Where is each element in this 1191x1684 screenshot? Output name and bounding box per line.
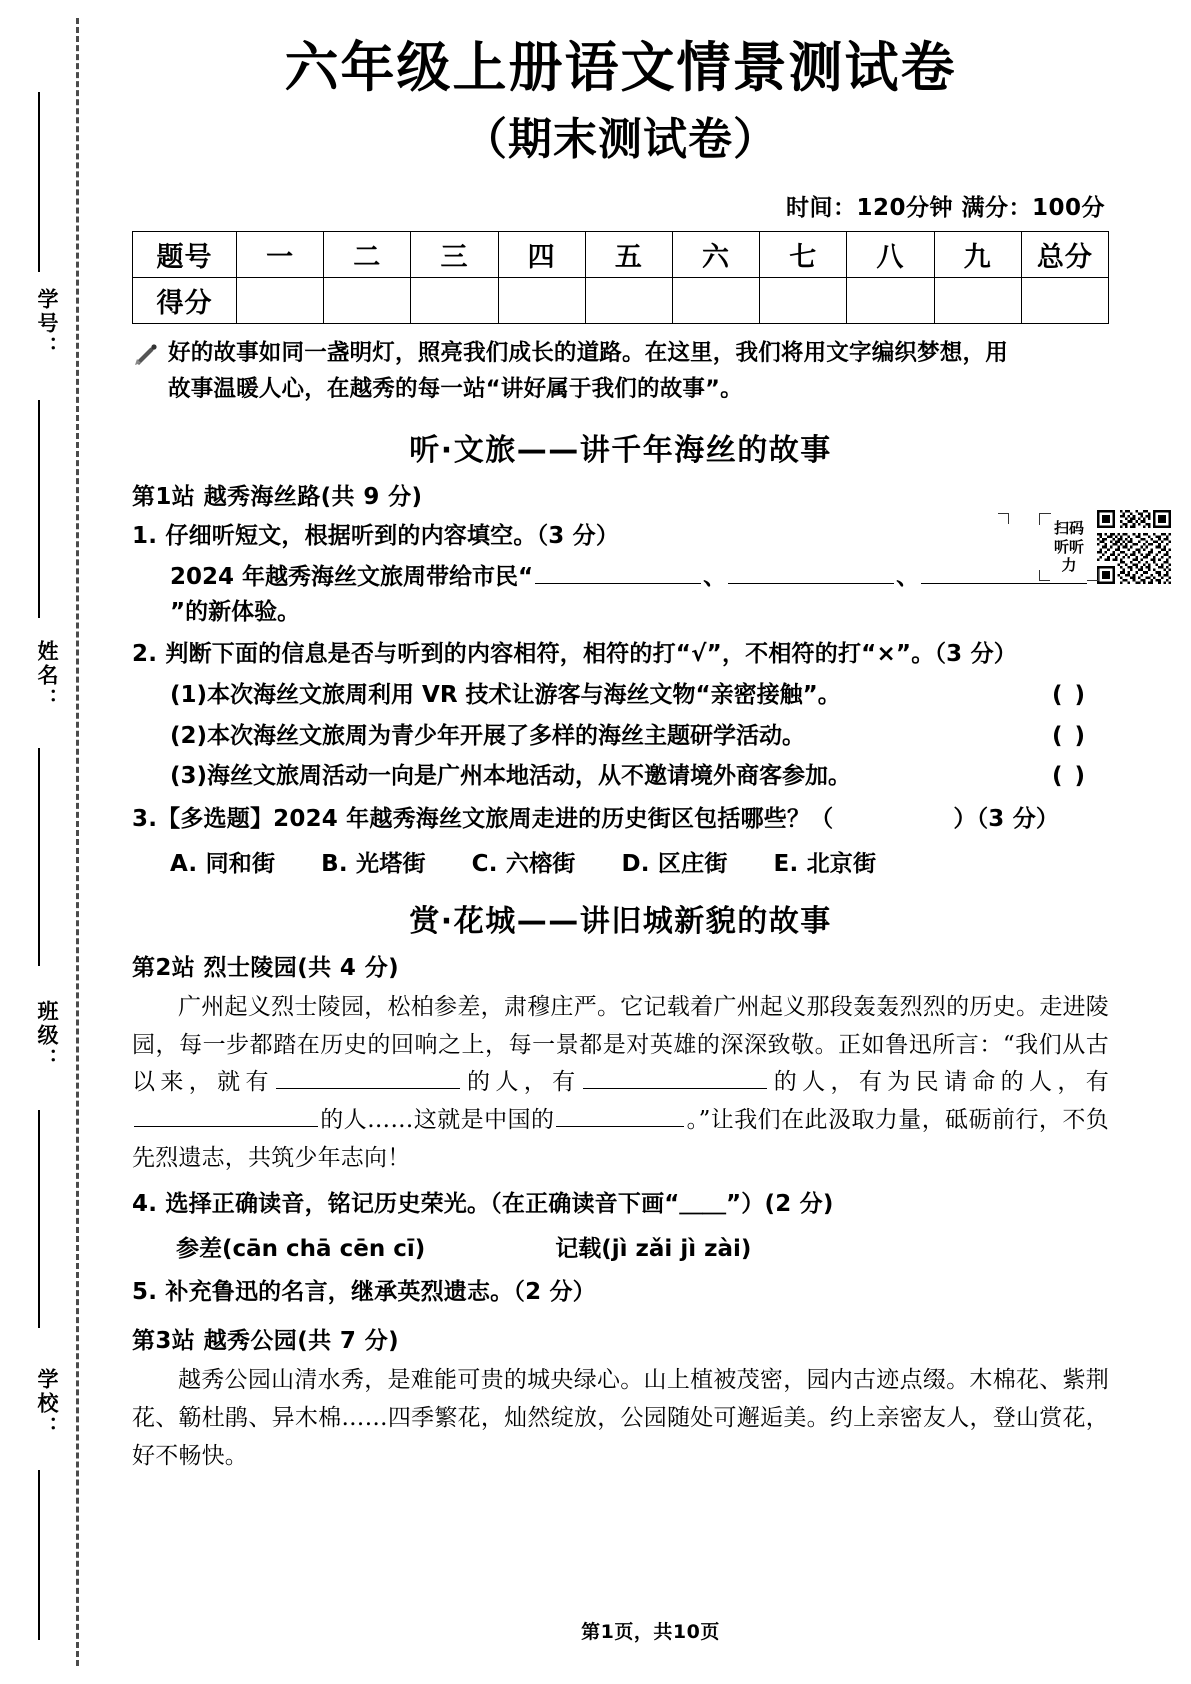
table-cell-col-1: 一 xyxy=(237,231,324,277)
intro-line-1: 好的故事如同一盏明灯，照亮我们成长的道路。在这里，我们将用文字编织梦想，用 xyxy=(168,339,1008,366)
score-cell-1[interactable] xyxy=(237,277,324,323)
passage-2-seg-1: 广州起义烈士陵园，松柏参差，肃穆庄严。它记载着广州起义那段轰轰烈烈的历史。走进陵园，每一步都踏在历史的回响之上，每一景都是对英雄的深深致敬。正如鲁迅所言：“我们从古以来，就有 xyxy=(132,993,1109,1096)
score-cell-7[interactable] xyxy=(760,277,847,323)
question-1-text-pre: 2024 年越秀海丝文旅周带给市民“ xyxy=(170,564,534,591)
passage-2-paragraph xyxy=(132,989,1109,1178)
question-5-number: 5. xyxy=(132,1279,158,1306)
section-heading-flower-city: 赏·花城——讲旧城新貌的故事 xyxy=(409,903,832,939)
answer-paren-2-3[interactable]: ( ) xyxy=(1051,763,1087,790)
question-1-text-post: ”的新体验。 xyxy=(170,598,301,625)
answer-paren-2-2[interactable]: ( ) xyxy=(1051,722,1087,749)
intro-line-2: 故事温暖人心，在越秀的每一站“讲好属于我们的故事”。 xyxy=(168,375,743,402)
passage-martyrs-cemetery xyxy=(132,989,1109,1178)
question-2-stem: 判断下面的信息是否与听到的内容相符，相符的打“√”，不相符的打“×”。（3 分） xyxy=(165,641,1017,668)
station-2-label: 第2站 烈士陵园(共 4 分) xyxy=(132,954,400,981)
exam-meta-info: 时间：120分钟 满分：100分 xyxy=(785,194,1105,221)
question-2-item-2-text: (2)本次海丝文旅周为青少年开展了多样的海丝主题研学活动。 xyxy=(170,722,806,749)
answer-blank-1-2[interactable] xyxy=(728,560,894,584)
question-1-stem: 仔细听短文，根据听到的内容填空。（3 分） xyxy=(165,523,620,550)
pinyin-option-cenci[interactable]: 参差(cān chā cēn cī) xyxy=(176,1236,426,1263)
table-header-score: 得分 xyxy=(133,277,237,323)
question-2-item-3 xyxy=(132,759,1109,794)
intro-text xyxy=(168,335,1109,408)
question-3-number: 3. xyxy=(132,805,158,832)
table-cell-col-2: 二 xyxy=(324,231,411,277)
cut-line-dashed xyxy=(76,18,79,1666)
answer-blank-lx-4[interactable] xyxy=(556,1103,684,1127)
score-cell-3[interactable] xyxy=(411,277,498,323)
margin-rule-1 xyxy=(38,92,40,272)
answer-paren-2-1[interactable]: ( ) xyxy=(1051,682,1087,709)
paper-content xyxy=(110,0,1191,1684)
table-cell-col-8: 八 xyxy=(847,231,934,277)
passage-2-seg-3: 的人，有为民请命的人，有 xyxy=(768,1069,1109,1096)
table-cell-col-total: 总分 xyxy=(1021,231,1108,277)
pen-icon xyxy=(132,341,164,367)
score-cell-9[interactable] xyxy=(934,277,1021,323)
table-row-scores xyxy=(133,277,1109,323)
field-label-class: 班级： xyxy=(35,1000,59,1072)
station-3-label: 第3站 越秀公园(共 7 分) xyxy=(132,1328,400,1355)
margin-rule-5 xyxy=(38,1470,40,1640)
question-4 xyxy=(132,1187,1109,1222)
page-title: 六年级上册语文情景测试卷 xyxy=(284,36,957,99)
question-5-stem: 补充鲁迅的名言，继承英烈遗志。（2 分） xyxy=(165,1279,596,1306)
field-label-student-id: 学号： xyxy=(35,288,59,360)
passage-2-seg-5: 。”让我们在此汲取力量，砥砺前行，不负先烈遗志，共筑少年志向！ xyxy=(132,1107,1110,1171)
qr-caption-line-1: 扫码 xyxy=(1053,518,1084,537)
passage-2-seg-2: 的人，有 xyxy=(461,1069,581,1096)
qr-caption-line-2: 听听力 xyxy=(1053,537,1084,575)
pinyin-option-jizai[interactable]: 记载(jì zǎi jì zài) xyxy=(555,1236,752,1263)
question-2-item-1 xyxy=(132,678,1109,713)
binding-margin xyxy=(0,0,110,1684)
score-cell-2[interactable] xyxy=(324,277,411,323)
station-1-label: 第1站 越秀海丝路(共 9 分) xyxy=(132,484,423,511)
margin-rule-2 xyxy=(38,400,40,618)
question-2 xyxy=(132,637,1109,672)
table-cell-col-4: 四 xyxy=(498,231,585,277)
table-header-question-no: 题号 xyxy=(133,231,237,277)
passage-3-paragraph: 越秀公园山清水秀，是难能可贵的城央绿心。山上植被茂密，园内古迹点缀。木棉花、紫荆花、簕杜鹃、异木棉……四季繁花，灿然绽放，公园随处可邂逅美。约上亲密友人，登山赏花，好不畅快。 xyxy=(132,1367,1109,1469)
qr-bracket-bottom-left xyxy=(1039,570,1050,581)
field-label-name: 姓名： xyxy=(35,640,59,712)
option-e[interactable]: E. 北京街 xyxy=(773,850,877,877)
question-2-item-1-text: (1)本次海丝文旅周利用 VR 技术让游客与海丝文物“亲密接触”。 xyxy=(170,682,841,709)
passage-2-seg-4: 的人……这就是中国的 xyxy=(320,1107,555,1134)
table-cell-col-9: 九 xyxy=(934,231,1021,277)
table-cell-col-6: 六 xyxy=(672,231,759,277)
option-a[interactable]: A. 同和街 xyxy=(170,850,276,877)
field-label-school: 学校： xyxy=(35,1368,59,1440)
answer-blank-lx-2[interactable] xyxy=(583,1065,767,1089)
question-4-number: 4. xyxy=(132,1191,158,1218)
qr-caption xyxy=(1045,513,1093,581)
question-5 xyxy=(132,1275,1109,1310)
table-cell-col-7: 七 xyxy=(760,231,847,277)
question-2-number: 2. xyxy=(132,641,158,668)
option-b[interactable]: B. 光塔街 xyxy=(321,850,426,877)
table-row-question-numbers xyxy=(133,231,1109,277)
question-1-sep-2: 、 xyxy=(896,564,920,591)
qr-bracket-top-right xyxy=(998,513,1009,524)
question-2-item-3-text: (3)海丝文旅周活动一向是广州本地活动，从不邀请境外商客参加。 xyxy=(170,763,852,790)
question-3-options xyxy=(132,845,1109,878)
score-table xyxy=(132,231,1109,324)
option-d[interactable]: D. 区庄街 xyxy=(621,850,728,877)
score-cell-8[interactable] xyxy=(847,277,934,323)
qr-code-icon[interactable] xyxy=(1097,510,1171,584)
question-3-stem-post: ）（3 分） xyxy=(953,805,1060,832)
table-cell-col-3: 三 xyxy=(411,231,498,277)
answer-blank-lx-3[interactable] xyxy=(134,1103,318,1127)
question-1-number: 1. xyxy=(132,523,158,550)
qr-code-block[interactable] xyxy=(1045,508,1185,586)
score-cell-4[interactable] xyxy=(498,277,585,323)
option-c[interactable]: C. 六榕街 xyxy=(471,850,576,877)
question-4-pinyin-row xyxy=(132,1230,1109,1263)
margin-rule-4 xyxy=(38,1110,40,1328)
question-3-stem-pre: 【多选题】2024 年越秀海丝文旅周走进的历史街区包括哪些？（ xyxy=(157,805,834,832)
section-heading-listening: 听·文旅——讲千年海丝的故事 xyxy=(409,433,832,469)
page-footer: 第1页，共10页 xyxy=(581,1621,720,1643)
score-cell-5[interactable] xyxy=(585,277,672,323)
score-cell-total[interactable] xyxy=(1021,277,1108,323)
answer-blank-1-1[interactable] xyxy=(535,560,701,584)
intro-block xyxy=(132,335,1109,408)
page-subtitle: （期末测试卷） xyxy=(463,113,778,165)
passage-yuexiu-park xyxy=(132,1362,1109,1475)
question-1-body xyxy=(132,560,1109,629)
score-cell-6[interactable] xyxy=(672,277,759,323)
answer-blank-lx-1[interactable] xyxy=(276,1065,460,1089)
margin-rule-3 xyxy=(38,748,40,966)
question-4-stem: 选择正确读音，铭记历史荣光。（在正确读音下画“＿＿”）(2 分) xyxy=(165,1191,834,1218)
question-1-sep-1: 、 xyxy=(703,564,727,591)
table-cell-col-5: 五 xyxy=(585,231,672,277)
question-2-item-2 xyxy=(132,719,1109,754)
question-1 xyxy=(132,519,1109,554)
question-3 xyxy=(132,802,1109,837)
